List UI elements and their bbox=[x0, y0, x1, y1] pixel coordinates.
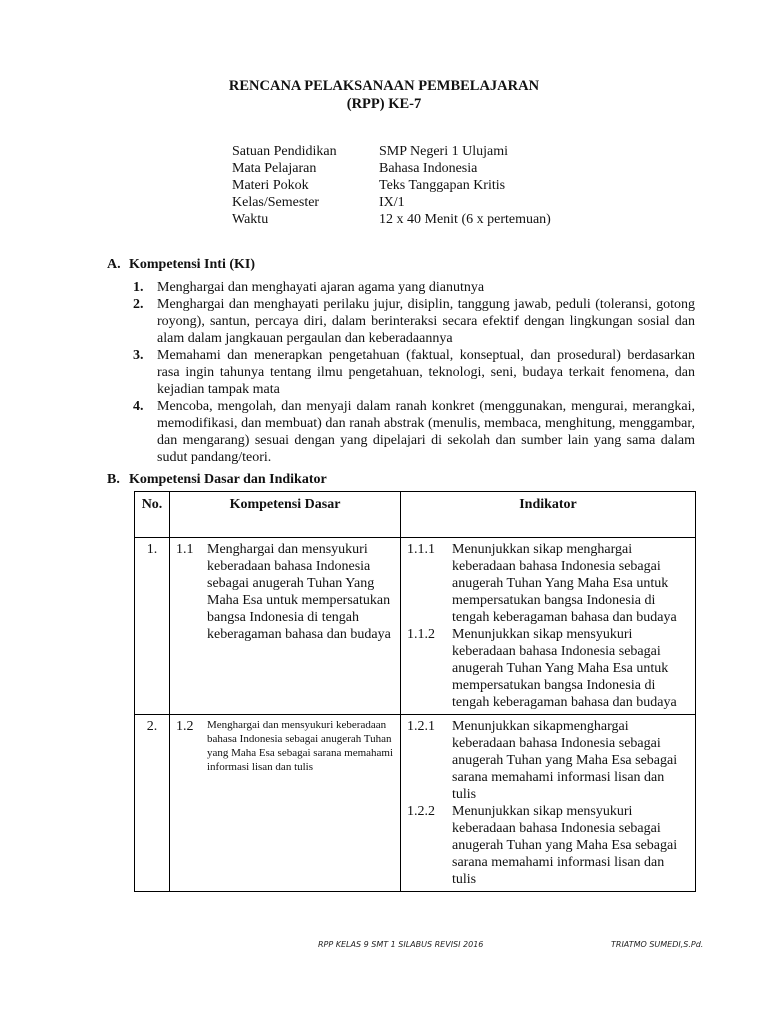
document-subtitle: (RPP) KE-7 bbox=[346, 96, 422, 112]
list-item bbox=[133, 279, 695, 296]
kd-entry bbox=[176, 541, 394, 643]
indicator-cell bbox=[401, 538, 696, 715]
kd-cell bbox=[170, 715, 401, 892]
identity-value: Bahasa Indonesia bbox=[379, 161, 478, 176]
indicator-code: 1.1.2 bbox=[407, 627, 435, 642]
list-number: 3. bbox=[133, 348, 144, 363]
identity-block bbox=[232, 143, 551, 228]
section-a-heading bbox=[107, 257, 255, 273]
list-number: 1. bbox=[133, 280, 144, 295]
row-number: 2. bbox=[135, 715, 170, 892]
kd-indikator-table bbox=[134, 491, 696, 892]
indicator-code: 1.2.1 bbox=[407, 719, 435, 734]
indicator-entry bbox=[407, 803, 689, 888]
indicator-text: Menunjukkan sikap mensyukuri keberadaan bahasa Indonesia sebagai anugerah Tuhan yang Maha Esa sebagai sarana memahami informasi lisan dan tulis bbox=[452, 804, 678, 887]
list-text: Memahami dan menerapkan pengetahuan (faktual, konseptual, dan prosedural) berdasarkan rasa ingin tahunya tentang ilmu pengetahuan, teknologi, seni, budaya terkait fenomena, dan kejadian tampak mata bbox=[157, 348, 695, 397]
identity-row bbox=[232, 160, 551, 177]
identity-label: Satuan Pendidikan bbox=[232, 144, 337, 159]
identity-label: Waktu bbox=[232, 212, 269, 227]
kd-code: 1.1 bbox=[176, 542, 194, 557]
indicator-text: Menunjukkan sikapmenghargai keberadaan bahasa Indonesia sebagai anugerah Tuhan yang Maha Esa sebagai sarana memahami informasi lisan dan tulis bbox=[452, 719, 678, 802]
row-number: 1. bbox=[135, 538, 170, 715]
indicator-cell bbox=[401, 715, 696, 892]
list-text: Menghargai dan menghayati ajaran agama yang dianutnya bbox=[157, 280, 485, 295]
section-title: Kompetensi Inti (KI) bbox=[129, 257, 255, 272]
identity-label: Mata Pelajaran bbox=[232, 161, 317, 176]
kompetensi-inti-list bbox=[133, 279, 695, 466]
identity-label: Materi Pokok bbox=[232, 178, 309, 193]
section-letter: A. bbox=[107, 257, 121, 272]
footer-right: TRIATMO SUMEDI,S.Pd. bbox=[611, 940, 704, 949]
indicator-code: 1.2.2 bbox=[407, 804, 435, 819]
kd-code: 1.2 bbox=[176, 719, 194, 734]
kd-text: Menghargai dan mensyukuri keberadaan bahasa Indonesia sebagai anugerah Tuhan yang Maha Esa sebagai sarana memahami informasi lisan dan tulis bbox=[207, 719, 394, 773]
list-item bbox=[133, 296, 695, 347]
list-number: 2. bbox=[133, 297, 144, 312]
indicator-text: Menunjukkan sikap mensyukuri keberadaan bahasa Indonesia sebagai anugerah Tuhan Yang Maha Esa untuk mempersatukan bangsa Indonesia di tengah keberagaman bahasa dan budaya bbox=[452, 627, 677, 710]
list-text: Mencoba, mengolah, dan menyaji dalam ranah konkret (menggunakan, mengurai, merangkai, memodifikasi, dan membuat) dan ranah abstrak (menulis, membaca, menghitung, menggambar, dan mengarang) sesuai dengan yang dipelajari di sekolah dan sumber lain yang sama dalam sudut pandang/teori. bbox=[157, 399, 695, 465]
list-item bbox=[133, 347, 695, 398]
table-row bbox=[135, 538, 696, 715]
section-title: Kompetensi Dasar dan Indikator bbox=[129, 472, 327, 487]
identity-row bbox=[232, 211, 551, 228]
identity-value: IX/1 bbox=[379, 195, 405, 210]
indicator-entry bbox=[407, 718, 689, 803]
header-indikator: Indikator bbox=[401, 492, 696, 538]
identity-row bbox=[232, 143, 551, 160]
section-letter: B. bbox=[107, 472, 120, 487]
identity-label: Kelas/Semester bbox=[232, 195, 320, 210]
kd-cell bbox=[170, 538, 401, 715]
identity-value: SMP Negeri 1 Ulujami bbox=[379, 144, 508, 159]
list-number: 4. bbox=[133, 399, 144, 414]
kd-entry bbox=[176, 718, 394, 774]
indicator-entry bbox=[407, 626, 689, 711]
footer-left: RPP KELAS 9 SMT 1 SILABUS REVISI 2016 bbox=[318, 940, 484, 949]
indicator-text: Menunjukkan sikap menghargai keberadaan bahasa Indonesia sebagai anugerah Tuhan Yang Maha Esa untuk mempersatukan bangsa Indonesia di tengah keberagaman bahasa dan budaya bbox=[452, 542, 677, 625]
list-text: Menghargai dan menghayati perilaku jujur, disiplin, tanggung jawab, peduli (toleransi, gotong royong), santun, percaya diri, dalam berinteraksi secara efektif dengan lingkungan sosial dan alam dalam jangkauan pergaulan dan keberadaannya bbox=[157, 297, 695, 346]
kd-text: Menghargai dan mensyukuri keberadaan bahasa Indonesia sebagai anugerah Tuhan Yang Maha Esa untuk mempersatukan bangsa Indonesia di tengah keberagaman bahasa dan budaya bbox=[207, 542, 391, 642]
identity-value: 12 x 40 Menit (6 x pertemuan) bbox=[379, 212, 551, 227]
table-row bbox=[135, 715, 696, 892]
identity-value: Teks Tanggapan Kritis bbox=[379, 178, 506, 193]
header-no: No. bbox=[135, 492, 170, 538]
section-b-heading bbox=[107, 472, 327, 488]
document-title: RENCANA PELAKSANAAN PEMBELAJARAN bbox=[228, 78, 540, 94]
list-item bbox=[133, 398, 695, 466]
identity-row bbox=[232, 177, 551, 194]
indicator-code: 1.1.1 bbox=[407, 542, 435, 557]
identity-row bbox=[232, 194, 551, 211]
indicator-entry bbox=[407, 541, 689, 626]
table-header-row bbox=[135, 492, 696, 538]
header-kompetensi-dasar: Kompetensi Dasar bbox=[170, 492, 401, 538]
